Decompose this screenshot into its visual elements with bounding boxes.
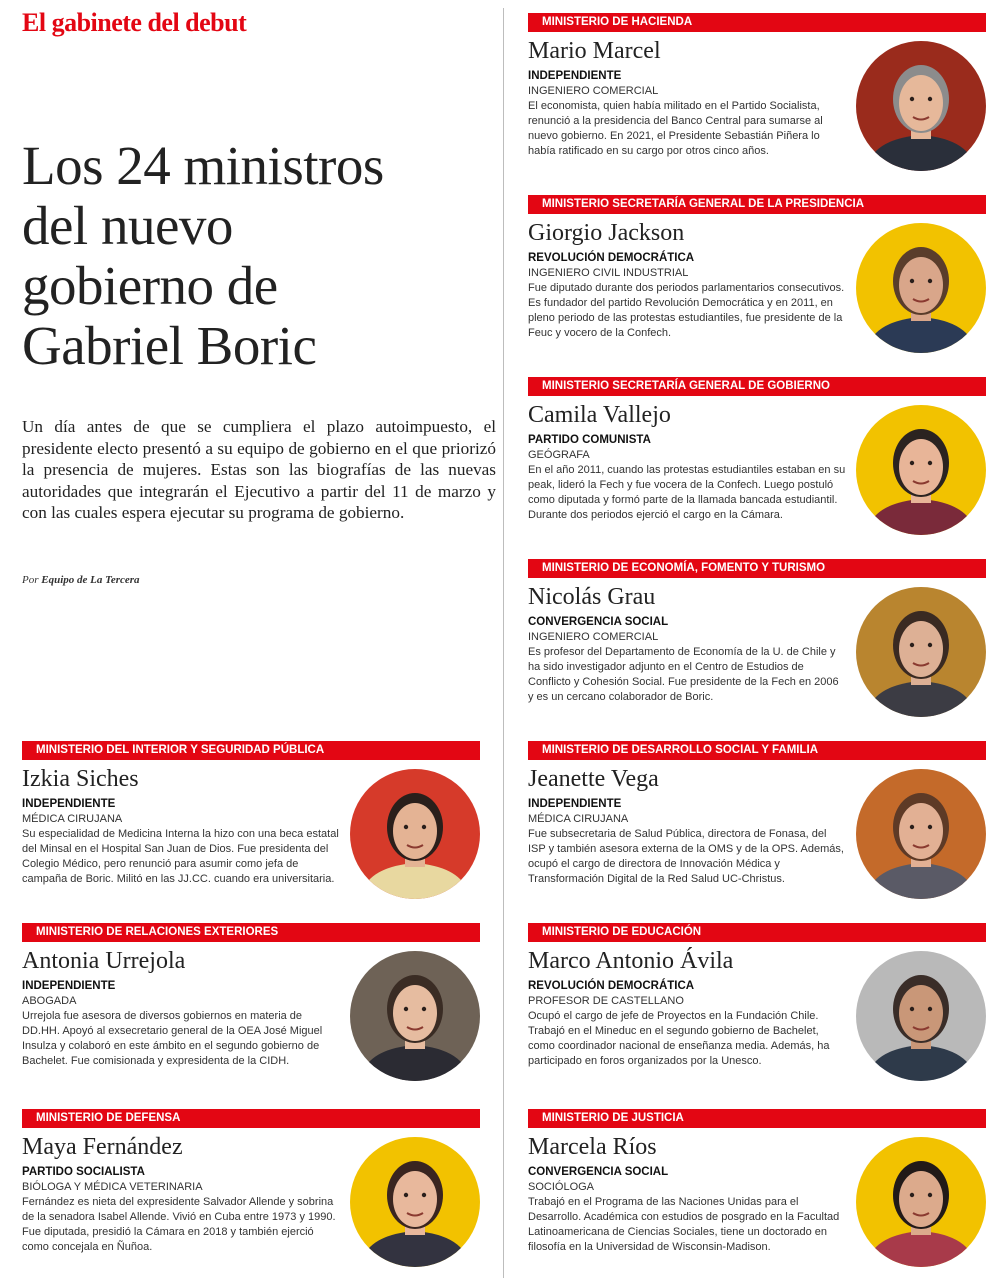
minister-card xyxy=(528,923,986,1095)
minister-party: CONVERGENCIA SOCIAL xyxy=(528,1166,669,1178)
ministry-bar: MINISTERIO DE EDUCACIÓN xyxy=(528,923,986,942)
minister-bio: Es profesor del Departamento de Economía de la U. de Chile y ha sido investigador adjunto en el Centro de Estudios de Conflicto y Cohesión Social. Fue presidente de la Fech en 2006 y es un cercano colaborador de Boric. xyxy=(528,646,839,703)
minister-card xyxy=(528,377,986,549)
minister-portrait xyxy=(856,1137,986,1267)
minister-party: REVOLUCIÓN DEMOCRÁTICA xyxy=(528,252,695,264)
minister-bio: En el año 2011, cuando las protestas estudiantiles estaban en su peak, lideró la Fech y fue vocera de la Confech. Luego postuló como diputada y formó parte de la llamada bancada estudiantil. Durante dos periodos ejerció el cargo en la Cámara. xyxy=(528,464,846,521)
minister-card xyxy=(528,13,986,185)
minister-name: Marcela Ríos xyxy=(528,1134,657,1160)
ministry-bar: MINISTERIO DEL INTERIOR Y SEGURIDAD PÚBLICA xyxy=(22,741,480,760)
minister-portrait xyxy=(856,41,986,171)
minister-party: REVOLUCIÓN DEMOCRÁTICA xyxy=(528,980,695,992)
minister-profession: SOCIÓLOGA xyxy=(528,1181,595,1193)
portrait-illustration xyxy=(350,1137,480,1267)
minister-portrait xyxy=(856,405,986,535)
minister-profession: INGENIERO COMERCIAL xyxy=(528,631,659,643)
minister-party: PARTIDO COMUNISTA xyxy=(528,434,651,446)
minister-profession: MÉDICA CIRUJANA xyxy=(22,813,123,825)
minister-card xyxy=(22,923,480,1095)
portrait-illustration xyxy=(856,41,986,171)
portrait-illustration xyxy=(856,587,986,717)
minister-portrait xyxy=(856,769,986,899)
minister-profession: INGENIERO CIVIL INDUSTRIAL xyxy=(528,267,689,279)
minister-portrait xyxy=(350,1137,480,1267)
minister-card xyxy=(528,1109,986,1281)
ministry-bar: MINISTERIO DE DESARROLLO SOCIAL Y FAMILIA xyxy=(528,741,986,760)
minister-portrait xyxy=(350,769,480,899)
headline-line: del nuevo xyxy=(22,195,233,256)
minister-name: Marco Antonio Ávila xyxy=(528,948,734,974)
intro-paragraph: Un día antes de que se cumpliera el plazo autoimpuesto, el presidente electo presentó a su equipo de gobierno en el que priorizó la presencia de mujeres. Estas son las biografías de las nuevas autoridades que integrarán el Ejecutivo a partir del 11 de marzo y con las cuales espera ejecutar su programa de gobierno. xyxy=(22,417,496,522)
minister-profession: PROFESOR DE CASTELLANO xyxy=(528,995,684,1007)
byline-author: Equipo de La Tercera xyxy=(41,574,140,586)
minister-portrait xyxy=(856,587,986,717)
portrait-illustration xyxy=(856,405,986,535)
minister-bio: Urrejola fue asesora de diversos gobiernos en materia de DD.HH. Apoyó al exsecretario general de la OEA José Miguel Insulza y colaboró en este ámbito en el segundo gobierno de Bachelet. Fue comisionada y expresidenta de la CIDH. xyxy=(22,1010,323,1067)
minister-profession: BIÓLOGA Y MÉDICA VETERINARIA xyxy=(22,1181,203,1193)
minister-portrait xyxy=(350,951,480,1081)
minister-bio: Trabajó en el Programa de las Naciones Unidas para el Desarrollo. Académica con estudios de posgrado en la Facultad Latinoamericana de Ciencias Sociales, tiene un doctorado en filosofía en la Universidad de Wisconsin-Madison. xyxy=(528,1196,840,1253)
minister-party: CONVERGENCIA SOCIAL xyxy=(528,616,669,628)
minister-card xyxy=(528,195,986,367)
ministry-bar: MINISTERIO DE HACIENDA xyxy=(528,13,986,32)
minister-card xyxy=(22,1109,480,1281)
portrait-illustration xyxy=(856,223,986,353)
minister-profession: ABOGADA xyxy=(22,995,77,1007)
headline-line: Los 24 ministros xyxy=(22,135,384,196)
minister-card xyxy=(528,559,986,731)
minister-portrait xyxy=(856,951,986,1081)
minister-profession: MÉDICA CIRUJANA xyxy=(528,813,629,825)
minister-party: INDEPENDIENTE xyxy=(528,70,622,82)
minister-name: Jeanette Vega xyxy=(528,766,659,792)
byline-prefix: Por xyxy=(22,574,39,586)
section-kicker: El gabinete del debut xyxy=(22,8,247,37)
minister-bio: Fue diputado durante dos periodos parlamentarios consecutivos. Es fundador del partido Revolución Democrática y en 2011, en pleno periodo de las protestas estudiantiles, fue presidente de la Feuc y vocero de la Confech. xyxy=(528,282,845,339)
portrait-illustration xyxy=(350,769,480,899)
minister-name: Mario Marcel xyxy=(528,38,661,64)
minister-name: Nicolás Grau xyxy=(528,584,656,610)
minister-party: INDEPENDIENTE xyxy=(528,798,622,810)
headline-line: gobierno de xyxy=(22,255,278,316)
minister-bio: El economista, quien había militado en el Partido Socialista, renunció a la presidencia del Banco Central para sumarse al nuevo gobierno. En 2021, el Presidente Sebastián Piñera lo había ratificado en su cargo por otros cinco años. xyxy=(528,100,823,157)
column-divider xyxy=(503,8,504,1278)
ministry-bar: MINISTERIO DE RELACIONES EXTERIORES xyxy=(22,923,480,942)
minister-name: Camila Vallejo xyxy=(528,402,671,428)
minister-name: Maya Fernández xyxy=(22,1134,183,1160)
headline xyxy=(22,136,492,376)
ministry-bar: MINISTERIO SECRETARÍA GENERAL DE GOBIERNO xyxy=(528,377,986,396)
minister-party: INDEPENDIENTE xyxy=(22,798,116,810)
minister-card xyxy=(22,741,480,913)
minister-name: Giorgio Jackson xyxy=(528,220,685,246)
minister-bio: Fernández es nieta del expresidente Salvador Allende y sobrina de la senadora Isabel Allende. Vivió en Cuba entre 1973 y 1990. Fue diputada, presidió la Cámara en 2018 y también ejerció como concejala en Ñuñoa. xyxy=(22,1196,336,1253)
ministry-bar: MINISTERIO DE JUSTICIA xyxy=(528,1109,986,1128)
ministry-bar: MINISTERIO DE DEFENSA xyxy=(22,1109,480,1128)
ministry-bar: MINISTERIO DE ECONOMÍA, FOMENTO Y TURISMO xyxy=(528,559,986,578)
byline xyxy=(22,574,140,586)
minister-bio: Ocupó el cargo de jefe de Proyectos en la Fundación Chile. Trabajó en el Mineduc en el segundo gobierno de Bachelet, como coordinador nacional de enseñanza media. Además, ha participado en foros organizados por la Unesco. xyxy=(528,1010,830,1067)
minister-bio: Su especialidad de Medicina Interna la hizo con una beca estatal del Minsal en el Hospital San Juan de Dios. Fue presidenta del Colegio Médico, pero renunció para asumir como jefa de campaña de Boric. Militó en las JJ.CC. cuando era universitaria. xyxy=(22,828,339,885)
headline-line: Gabriel Boric xyxy=(22,315,317,376)
minister-card xyxy=(528,741,986,913)
portrait-illustration xyxy=(856,1137,986,1267)
portrait-illustration xyxy=(856,951,986,1081)
portrait-illustration xyxy=(350,951,480,1081)
minister-name: Izkia Siches xyxy=(22,766,139,792)
minister-profession: INGENIERO COMERCIAL xyxy=(528,85,659,97)
minister-portrait xyxy=(856,223,986,353)
portrait-illustration xyxy=(856,769,986,899)
minister-name: Antonia Urrejola xyxy=(22,948,186,974)
minister-bio: Fue subsecretaria de Salud Pública, directora de Fonasa, del ISP y también asesora externa de la OMS y de la OPS. Además, ocupó el cargo de directora de Innovación Médica y Transformación Digital de la Red Salud UC-Christus. xyxy=(528,828,844,885)
minister-party: INDEPENDIENTE xyxy=(22,980,116,992)
minister-profession: GEÓGRAFA xyxy=(528,449,590,461)
ministry-bar: MINISTERIO SECRETARÍA GENERAL DE LA PRESIDENCIA xyxy=(528,195,986,214)
minister-party: PARTIDO SOCIALISTA xyxy=(22,1166,145,1178)
